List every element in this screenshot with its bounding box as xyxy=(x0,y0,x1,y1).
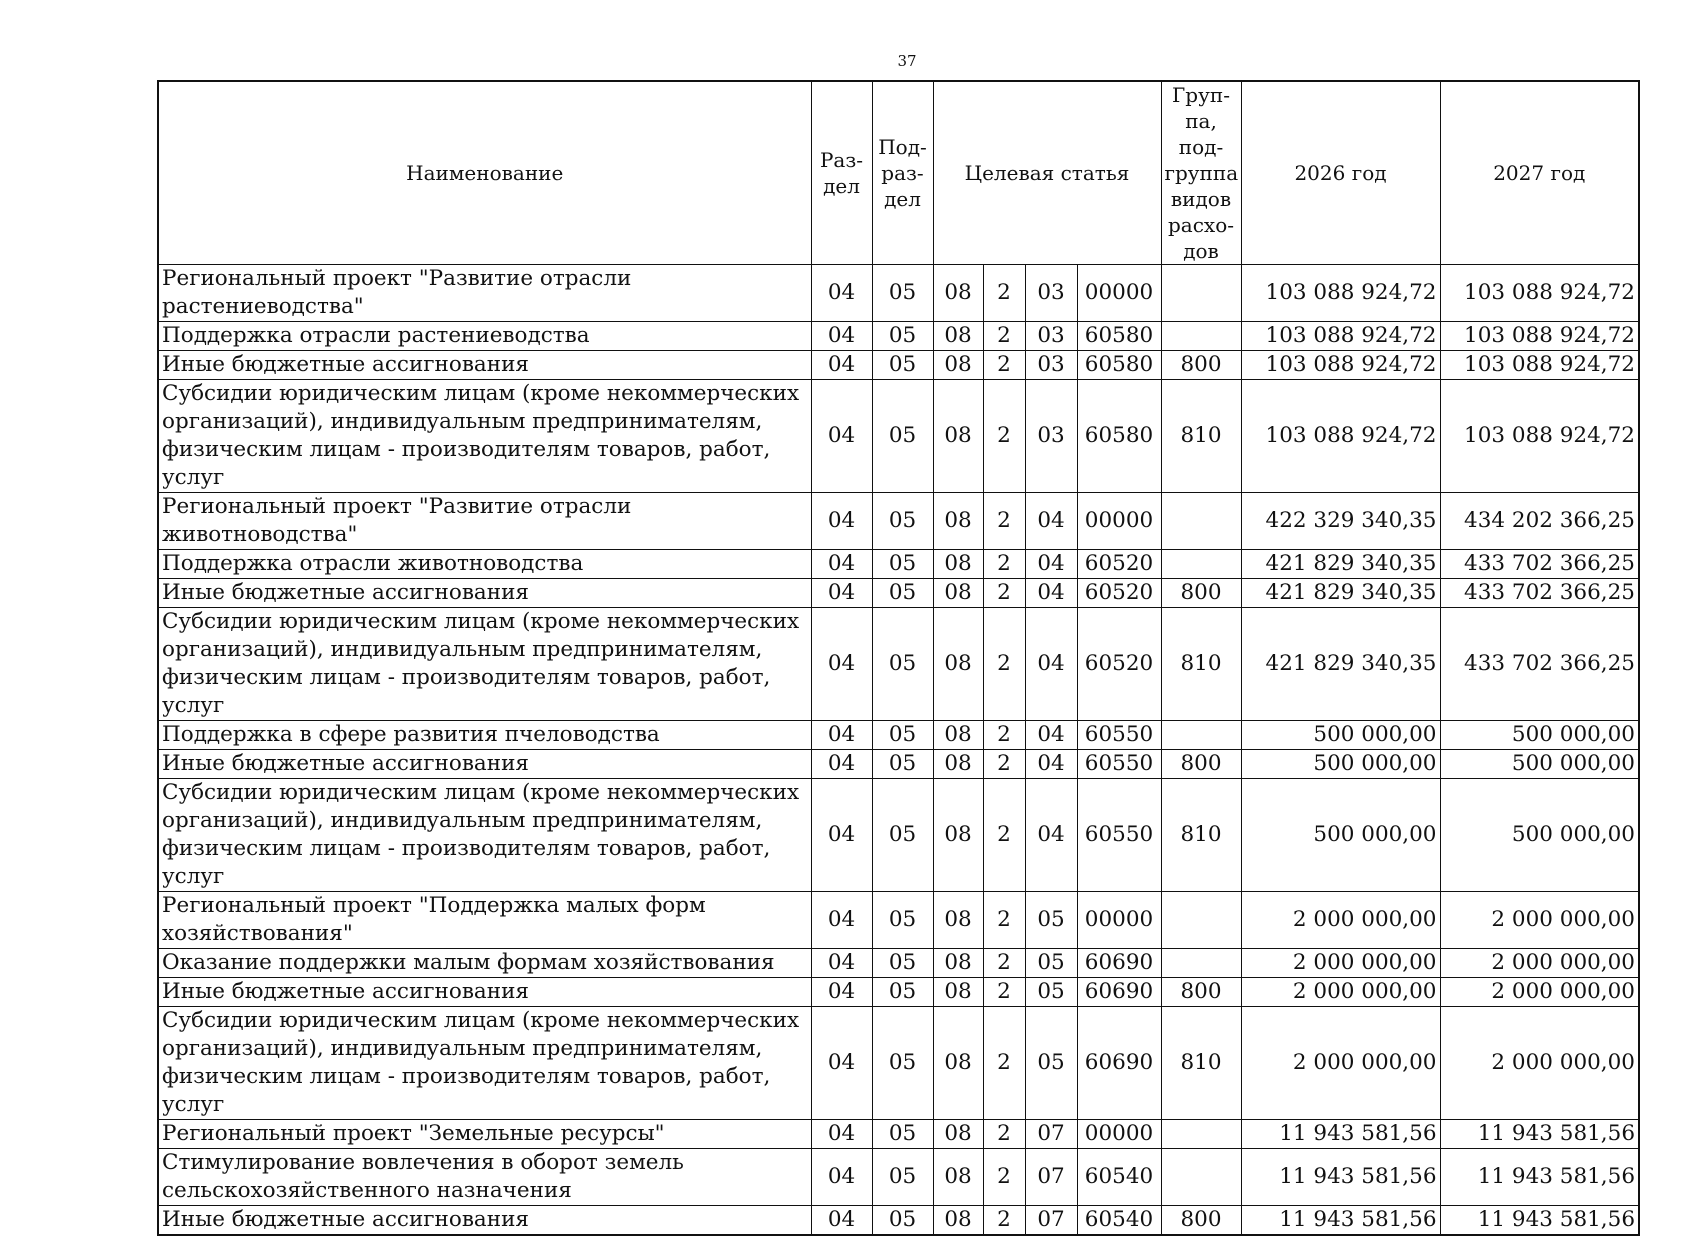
row-target-type: 2 xyxy=(983,380,1025,493)
table-row xyxy=(158,1007,1639,1120)
row-amount-2027: 2 000 000,00 xyxy=(1440,892,1639,949)
row-target-structure: 07 xyxy=(1025,1206,1077,1236)
row-target-direction: 60520 xyxy=(1077,608,1161,721)
table-row xyxy=(158,721,1639,750)
row-target-structure: 05 xyxy=(1025,892,1077,949)
row-name: Субсидии юридическим лицам (кроме некоммерческих организаций), индивидуальным предпринимателям, физическим лицам - производителям товаров, работ, услуг xyxy=(158,1007,811,1120)
row-target-type: 2 xyxy=(983,721,1025,750)
row-target-direction: 00000 xyxy=(1077,1120,1161,1149)
row-target-program: 08 xyxy=(933,721,983,750)
row-razdel: 04 xyxy=(811,1120,872,1149)
row-amount-2026: 500 000,00 xyxy=(1241,721,1440,750)
row-podrazdel: 05 xyxy=(872,351,933,380)
row-target-structure: 03 xyxy=(1025,380,1077,493)
row-expense-group: 810 xyxy=(1161,380,1241,493)
row-razdel: 04 xyxy=(811,978,872,1007)
row-amount-2027: 500 000,00 xyxy=(1440,721,1639,750)
row-target-structure: 03 xyxy=(1025,351,1077,380)
row-target-type: 2 xyxy=(983,892,1025,949)
row-podrazdel: 05 xyxy=(872,579,933,608)
row-target-structure: 05 xyxy=(1025,949,1077,978)
table-row xyxy=(158,579,1639,608)
row-name: Региональный проект "Земельные ресурсы" xyxy=(158,1120,811,1149)
row-name: Региональный проект "Развитие отрасли животноводства" xyxy=(158,493,811,550)
row-amount-2027: 11 943 581,56 xyxy=(1440,1120,1639,1149)
table-row xyxy=(158,779,1639,892)
row-amount-2027: 11 943 581,56 xyxy=(1440,1149,1639,1206)
row-podrazdel: 05 xyxy=(872,779,933,892)
row-target-direction: 60520 xyxy=(1077,550,1161,579)
row-razdel: 04 xyxy=(811,750,872,779)
row-target-program: 08 xyxy=(933,779,983,892)
row-razdel: 04 xyxy=(811,1206,872,1236)
row-target-structure: 04 xyxy=(1025,750,1077,779)
row-target-program: 08 xyxy=(933,550,983,579)
row-expense-group xyxy=(1161,1149,1241,1206)
row-amount-2027: 103 088 924,72 xyxy=(1440,322,1639,351)
row-razdel: 04 xyxy=(811,892,872,949)
budget-table xyxy=(157,80,1640,1236)
row-amount-2027: 11 943 581,56 xyxy=(1440,1206,1639,1236)
row-razdel: 04 xyxy=(811,1149,872,1206)
row-expense-group: 800 xyxy=(1161,351,1241,380)
row-amount-2027: 103 088 924,72 xyxy=(1440,351,1639,380)
row-razdel: 04 xyxy=(811,493,872,550)
row-name: Региональный проект "Поддержка малых форм хозяйствования" xyxy=(158,892,811,949)
row-target-direction: 60690 xyxy=(1077,978,1161,1007)
row-target-program: 08 xyxy=(933,750,983,779)
row-target-structure: 05 xyxy=(1025,978,1077,1007)
row-amount-2026: 421 829 340,35 xyxy=(1241,550,1440,579)
row-amount-2027: 103 088 924,72 xyxy=(1440,380,1639,493)
row-razdel: 04 xyxy=(811,779,872,892)
row-amount-2027: 433 702 366,25 xyxy=(1440,608,1639,721)
row-target-structure: 07 xyxy=(1025,1120,1077,1149)
row-name: Иные бюджетные ассигнования xyxy=(158,978,811,1007)
row-target-program: 08 xyxy=(933,322,983,351)
row-expense-group: 800 xyxy=(1161,750,1241,779)
row-target-program: 08 xyxy=(933,892,983,949)
row-target-direction: 60540 xyxy=(1077,1206,1161,1236)
row-target-type: 2 xyxy=(983,322,1025,351)
row-expense-group: 810 xyxy=(1161,1007,1241,1120)
row-amount-2027: 434 202 366,25 xyxy=(1440,493,1639,550)
row-amount-2026: 422 329 340,35 xyxy=(1241,493,1440,550)
row-podrazdel: 05 xyxy=(872,750,933,779)
row-target-structure: 04 xyxy=(1025,579,1077,608)
row-target-type: 2 xyxy=(983,779,1025,892)
row-expense-group: 800 xyxy=(1161,579,1241,608)
row-expense-group xyxy=(1161,949,1241,978)
row-expense-group: 800 xyxy=(1161,1206,1241,1236)
row-podrazdel: 05 xyxy=(872,1007,933,1120)
row-podrazdel: 05 xyxy=(872,1206,933,1236)
row-amount-2026: 2 000 000,00 xyxy=(1241,892,1440,949)
row-target-direction: 60580 xyxy=(1077,322,1161,351)
row-amount-2027: 2 000 000,00 xyxy=(1440,949,1639,978)
row-amount-2026: 11 943 581,56 xyxy=(1241,1120,1440,1149)
row-target-direction: 60550 xyxy=(1077,779,1161,892)
row-target-type: 2 xyxy=(983,978,1025,1007)
row-target-program: 08 xyxy=(933,1149,983,1206)
row-razdel: 04 xyxy=(811,1007,872,1120)
row-target-type: 2 xyxy=(983,1120,1025,1149)
row-target-program: 08 xyxy=(933,1206,983,1236)
row-amount-2026: 11 943 581,56 xyxy=(1241,1206,1440,1236)
row-name: Региональный проект "Развитие отрасли растениеводства" xyxy=(158,265,811,322)
row-target-program: 08 xyxy=(933,949,983,978)
row-target-direction: 00000 xyxy=(1077,892,1161,949)
row-target-type: 2 xyxy=(983,493,1025,550)
row-name: Субсидии юридическим лицам (кроме некоммерческих организаций), индивидуальным предпринимателям, физическим лицам - производителям товаров, работ, услуг xyxy=(158,608,811,721)
row-target-direction: 60580 xyxy=(1077,351,1161,380)
row-podrazdel: 05 xyxy=(872,322,933,351)
row-amount-2027: 2 000 000,00 xyxy=(1440,1007,1639,1120)
row-target-program: 08 xyxy=(933,1007,983,1120)
row-target-direction: 60690 xyxy=(1077,1007,1161,1120)
row-target-structure: 04 xyxy=(1025,608,1077,721)
row-target-structure: 04 xyxy=(1025,493,1077,550)
row-target-structure: 07 xyxy=(1025,1149,1077,1206)
row-target-structure: 04 xyxy=(1025,550,1077,579)
row-target-direction: 00000 xyxy=(1077,265,1161,322)
table-body xyxy=(158,265,1639,1236)
row-podrazdel: 05 xyxy=(872,550,933,579)
row-amount-2026: 2 000 000,00 xyxy=(1241,1007,1440,1120)
table-row xyxy=(158,1206,1639,1236)
row-target-program: 08 xyxy=(933,608,983,721)
row-amount-2027: 433 702 366,25 xyxy=(1440,579,1639,608)
table-row xyxy=(158,265,1639,322)
row-name: Иные бюджетные ассигнования xyxy=(158,351,811,380)
row-target-program: 08 xyxy=(933,493,983,550)
row-target-direction: 60520 xyxy=(1077,579,1161,608)
row-target-type: 2 xyxy=(983,351,1025,380)
row-amount-2026: 421 829 340,35 xyxy=(1241,608,1440,721)
header-name: Наименование xyxy=(158,81,811,265)
row-target-program: 08 xyxy=(933,978,983,1007)
row-podrazdel: 05 xyxy=(872,380,933,493)
row-amount-2027: 2 000 000,00 xyxy=(1440,978,1639,1007)
header-target-article: Целевая статья xyxy=(933,81,1161,265)
row-podrazdel: 05 xyxy=(872,892,933,949)
row-amount-2026: 2 000 000,00 xyxy=(1241,949,1440,978)
header-year-2027: 2027 год xyxy=(1440,81,1639,265)
table-row xyxy=(158,380,1639,493)
row-amount-2027: 433 702 366,25 xyxy=(1440,550,1639,579)
row-amount-2026: 103 088 924,72 xyxy=(1241,265,1440,322)
table-row xyxy=(158,949,1639,978)
row-target-direction: 60540 xyxy=(1077,1149,1161,1206)
row-target-type: 2 xyxy=(983,1149,1025,1206)
row-amount-2026: 103 088 924,72 xyxy=(1241,351,1440,380)
table-header xyxy=(158,81,1639,265)
row-amount-2026: 500 000,00 xyxy=(1241,750,1440,779)
row-target-program: 08 xyxy=(933,380,983,493)
row-name: Субсидии юридическим лицам (кроме некоммерческих организаций), индивидуальным предпринимателям, физическим лицам - производителям товаров, работ, услуг xyxy=(158,779,811,892)
row-razdel: 04 xyxy=(811,949,872,978)
header-expense-group: Груп- па, под- группа видов расхо- дов xyxy=(1161,81,1241,265)
row-name: Оказание поддержки малым формам хозяйствования xyxy=(158,949,811,978)
table-row xyxy=(158,1120,1639,1149)
row-amount-2026: 2 000 000,00 xyxy=(1241,978,1440,1007)
row-razdel: 04 xyxy=(811,351,872,380)
row-target-structure: 05 xyxy=(1025,1007,1077,1120)
row-amount-2026: 500 000,00 xyxy=(1241,779,1440,892)
row-name: Иные бюджетные ассигнования xyxy=(158,1206,811,1236)
row-podrazdel: 05 xyxy=(872,608,933,721)
row-target-structure: 04 xyxy=(1025,779,1077,892)
row-expense-group: 800 xyxy=(1161,978,1241,1007)
row-name: Поддержка отрасли животноводства xyxy=(158,550,811,579)
row-target-structure: 03 xyxy=(1025,322,1077,351)
row-expense-group xyxy=(1161,322,1241,351)
row-target-type: 2 xyxy=(983,265,1025,322)
row-expense-group: 810 xyxy=(1161,608,1241,721)
row-razdel: 04 xyxy=(811,265,872,322)
table-row xyxy=(158,493,1639,550)
row-target-program: 08 xyxy=(933,1120,983,1149)
row-name: Иные бюджетные ассигнования xyxy=(158,750,811,779)
row-podrazdel: 05 xyxy=(872,721,933,750)
table-row xyxy=(158,978,1639,1007)
row-name: Иные бюджетные ассигнования xyxy=(158,579,811,608)
row-target-type: 2 xyxy=(983,1206,1025,1236)
row-target-direction: 60550 xyxy=(1077,721,1161,750)
table-row xyxy=(158,750,1639,779)
row-expense-group xyxy=(1161,493,1241,550)
row-razdel: 04 xyxy=(811,550,872,579)
row-target-direction: 60690 xyxy=(1077,949,1161,978)
table-row xyxy=(158,608,1639,721)
row-target-direction: 60550 xyxy=(1077,750,1161,779)
row-razdel: 04 xyxy=(811,380,872,493)
row-target-type: 2 xyxy=(983,750,1025,779)
row-expense-group xyxy=(1161,721,1241,750)
table-row xyxy=(158,892,1639,949)
row-target-type: 2 xyxy=(983,608,1025,721)
row-target-program: 08 xyxy=(933,265,983,322)
row-target-program: 08 xyxy=(933,351,983,380)
table-row xyxy=(158,322,1639,351)
row-target-type: 2 xyxy=(983,550,1025,579)
row-target-type: 2 xyxy=(983,949,1025,978)
row-amount-2026: 11 943 581,56 xyxy=(1241,1149,1440,1206)
row-target-type: 2 xyxy=(983,1007,1025,1120)
row-expense-group xyxy=(1161,1120,1241,1149)
row-expense-group: 810 xyxy=(1161,779,1241,892)
row-podrazdel: 05 xyxy=(872,978,933,1007)
row-expense-group xyxy=(1161,550,1241,579)
table-row xyxy=(158,550,1639,579)
page-number: 37 xyxy=(897,52,917,70)
row-expense-group xyxy=(1161,892,1241,949)
row-target-type: 2 xyxy=(983,579,1025,608)
table-row xyxy=(158,351,1639,380)
row-razdel: 04 xyxy=(811,322,872,351)
row-podrazdel: 05 xyxy=(872,265,933,322)
row-amount-2027: 500 000,00 xyxy=(1440,779,1639,892)
row-podrazdel: 05 xyxy=(872,1120,933,1149)
row-name: Поддержка в сфере развития пчеловодства xyxy=(158,721,811,750)
row-amount-2026: 421 829 340,35 xyxy=(1241,579,1440,608)
row-razdel: 04 xyxy=(811,721,872,750)
row-expense-group xyxy=(1161,265,1241,322)
row-razdel: 04 xyxy=(811,579,872,608)
header-year-2026: 2026 год xyxy=(1241,81,1440,265)
row-podrazdel: 05 xyxy=(872,949,933,978)
row-target-direction: 60580 xyxy=(1077,380,1161,493)
header-podrazdel: Под- раз- дел xyxy=(872,81,933,265)
table-row xyxy=(158,1149,1639,1206)
row-amount-2027: 103 088 924,72 xyxy=(1440,265,1639,322)
row-target-structure: 04 xyxy=(1025,721,1077,750)
row-name: Поддержка отрасли растениеводства xyxy=(158,322,811,351)
row-podrazdel: 05 xyxy=(872,1149,933,1206)
row-name: Субсидии юридическим лицам (кроме некоммерческих организаций), индивидуальным предпринимателям, физическим лицам - производителям товаров, работ, услуг xyxy=(158,380,811,493)
row-target-direction: 00000 xyxy=(1077,493,1161,550)
row-razdel: 04 xyxy=(811,608,872,721)
row-target-structure: 03 xyxy=(1025,265,1077,322)
row-podrazdel: 05 xyxy=(872,493,933,550)
row-target-program: 08 xyxy=(933,579,983,608)
header-razdel: Раз- дел xyxy=(811,81,872,265)
row-amount-2027: 500 000,00 xyxy=(1440,750,1639,779)
row-name: Стимулирование вовлечения в оборот земель сельскохозяйственного назначения xyxy=(158,1149,811,1206)
row-amount-2026: 103 088 924,72 xyxy=(1241,322,1440,351)
row-amount-2026: 103 088 924,72 xyxy=(1241,380,1440,493)
